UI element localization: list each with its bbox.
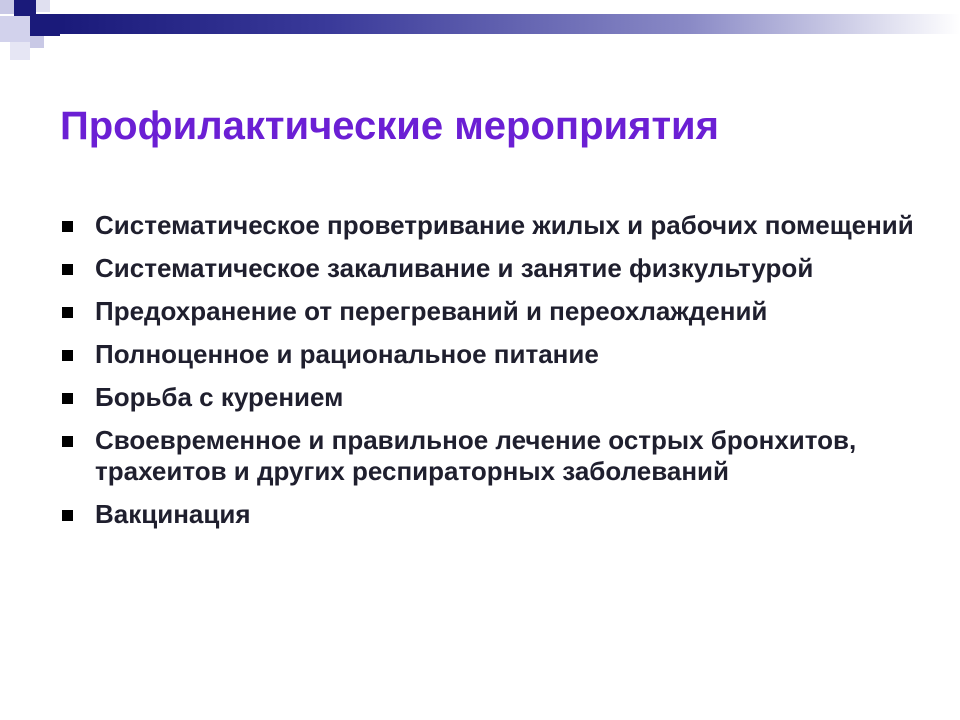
square-bullet-icon	[62, 264, 73, 275]
bullet-text: Своевременное и правильное лечение острых бронхитов, трахеитов и других респираторных заболеваний	[95, 425, 857, 486]
bullet-item	[60, 382, 920, 413]
bullet-text: Борьба с курением	[95, 382, 344, 412]
deco-square	[0, 0, 14, 14]
square-bullet-icon	[62, 350, 73, 361]
deco-square	[10, 42, 30, 60]
bullet-item	[60, 499, 920, 530]
bullet-item	[60, 210, 920, 241]
bullet-item	[60, 296, 920, 327]
deco-square	[0, 16, 30, 42]
square-bullet-icon	[62, 393, 73, 404]
deco-square	[36, 0, 50, 12]
bullet-text: Вакцинация	[95, 499, 251, 529]
square-bullet-icon	[62, 307, 73, 318]
header-gradient-bar	[60, 14, 960, 34]
bullet-text: Полноценное и рациональное питание	[95, 339, 599, 369]
square-bullet-icon	[62, 510, 73, 521]
slide-title: Профилактические мероприятия	[60, 104, 719, 148]
deco-square	[30, 14, 60, 36]
bullet-item	[60, 425, 920, 487]
deco-square	[30, 36, 44, 48]
bullet-item	[60, 339, 920, 370]
bullet-text: Предохранение от перегреваний и переохлаждений	[95, 296, 768, 326]
bullet-text: Систематическое закаливание и занятие физкультурой	[95, 253, 814, 283]
square-bullet-icon	[62, 221, 73, 232]
bullet-text: Систематическое проветривание жилых и рабочих помещений	[95, 210, 914, 240]
bullet-item	[60, 253, 920, 284]
square-bullet-icon	[62, 436, 73, 447]
bullet-list	[60, 210, 920, 542]
